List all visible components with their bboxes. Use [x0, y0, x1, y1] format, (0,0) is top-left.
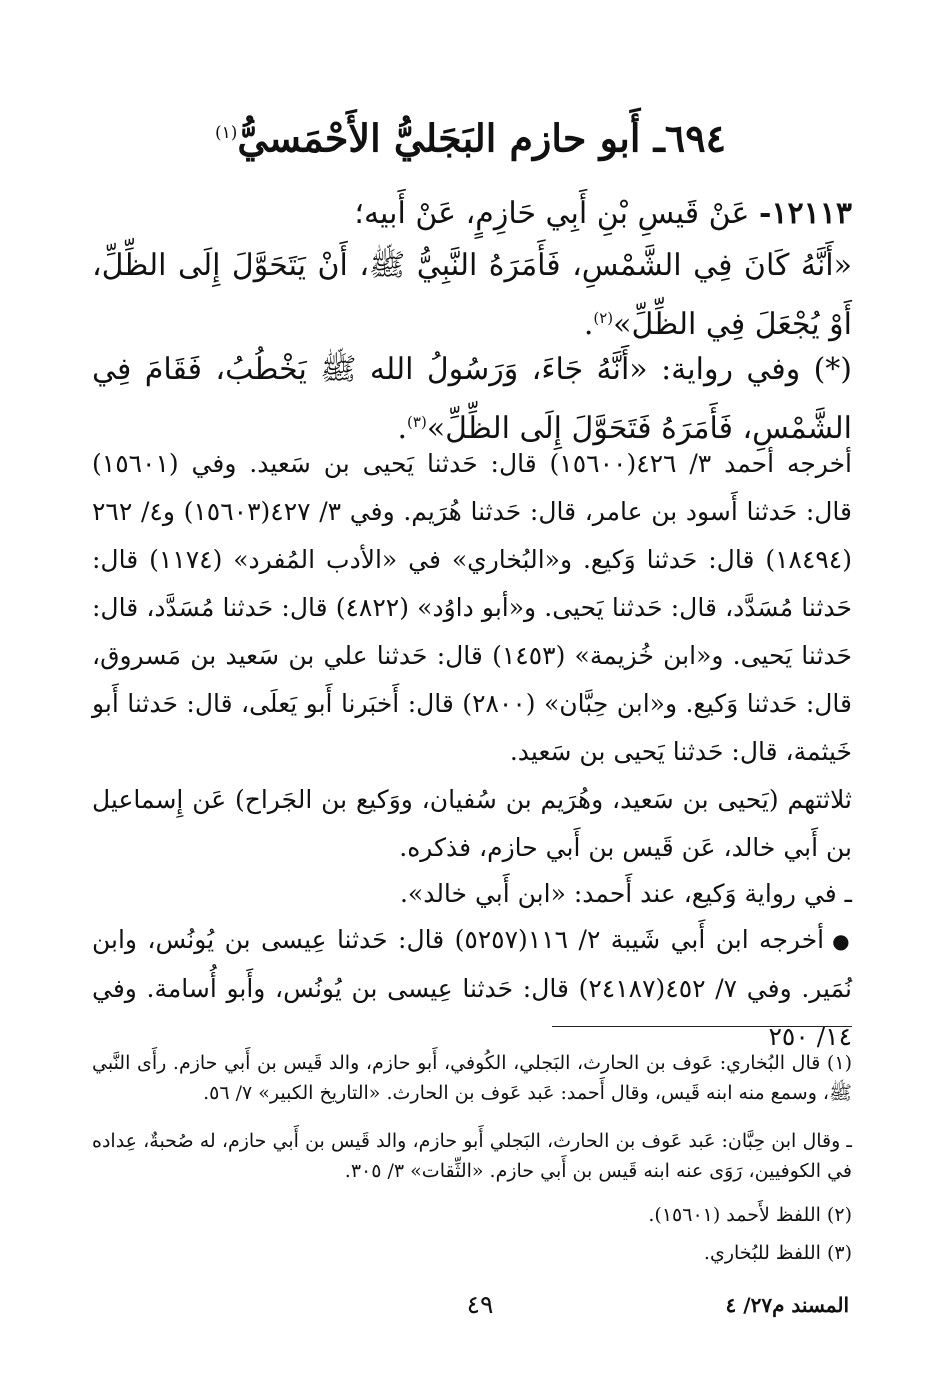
hadith-riwaya: (*) وفي رواية: «أَنَّهُ جَاءَ، وَرَسُولُ الله ﷺ يَخْطُبُ، فَقَامَ فِي الشَّمْسِ، فَأَمَرَهُ فَتَحَوَّلَ إِلَى الظِّلِّ»$^{(٣)}$.	[92, 352, 852, 446]
takhrij-paragraph-1: أخرجه أحمد ٣/ ٤٢٦(١٥٦٠٠) قال: حَدثنا يَحيى بن سَعيد. وفي (١٥٦٠١) قال: حَدثنا أَسود بن عامر، قال: حَدثنا هُرَيم. وفي ٣/ ٤٢٧(١٥٦٠٣) و٤/ ٢٦٢ (١٨٤٩٤) قال: حَدثنا وَكيع. و«البُخاري» في «الأدب المُفرد» (١١٧٤) قال: حَدثنا مُسَدَّد، قال: حَدثنا يَحيى. و«أبو داوُد» (٤٨٢٢) قال: حَدثنا مُسَدَّد، قال: حَدثنا يَحيى. و«ابن خُزيمة» (١٤٥٣) قال: حَدثنا علي بن سَعيد بن مَسروق، قال: حَدثنا وَكيع. و«ابن حِبَّان» (٢٨٠٠) قال: أَخبَرنا أَبو يَعلَى، قال: حَدثنا أَبو خَيثمة، قال: حَدثنا يَحيى بن سَعيد.	[92, 449, 853, 766]
hadith-matn: «أَنَّهُ كَانَ فِي الشَّمْسِ، فَأَمَرَهُ النَّبِيُّ ﷺ، أَنْ يَتَحَوَّلَ إِلَى الظِّلِّ، أَوْ يُجْعَلَ فِي الظِّلِّ»	[92, 248, 852, 342]
volume-marker: المسند م٢٧/ ٤	[725, 1293, 849, 1317]
page-number: ٤٩	[466, 1290, 494, 1319]
hadith-isnad: عَنْ قَيسِ بْنِ أَبِي حَازِمٍ، عَنْ أَبيه؛	[354, 196, 750, 231]
chapter-heading	[0, 108, 941, 164]
footnote-1: (١) قال البُخاري: عَوف بن الحارث، البَجلي، الكُوفي، أَبو حازم، والد قَيس بن أَبي حازم. رأَى النَّبي ﷺ، وسمع منه ابنه قَيس، وقال أَحمد: عَبد عَوف بن الحارث. «التاريخ الكبير» ٧/ ٥٦.	[92, 1052, 852, 1104]
hadith-text	[92, 188, 852, 351]
heading-footnote-ref: (١)	[214, 123, 238, 143]
matn-footnote-ref: (٢)	[593, 309, 614, 327]
footnote-separator	[552, 1026, 852, 1027]
footnote-3: (٣) اللفظ للبُخاري.	[703, 1242, 852, 1264]
takhrij-paragraph-3: ـ في رواية وَكيع، عند أَحمد: «ابن أَبي خالد».	[399, 879, 852, 908]
bullet-marker: ●	[832, 929, 853, 953]
riwaya-footnote-ref: (٣)	[407, 413, 427, 431]
footnote-2: (٢) اللفظ لأَحمد (١٥٦٠١).	[648, 1204, 852, 1226]
hadith-number: ١٢١١٣-	[758, 196, 852, 231]
takhrij-paragraph-2: ثلاثتهم (يَحيى بن سَعيد، وهُرَيم بن سُفيان، ووَكيع بن الجَراح) عَن إِسماعيل بن أَبي خالد، عَن قَيس بن أَبي حازم، فذكره.	[92, 785, 852, 862]
takhrij-paragraph-4-text: أخرجه ابن أَبي شَيبة ٢/ ١١٦(٥٢٥٧) قال: حَدثنا عِيسى بن يُونُس، وابن نُمَير. وفي ٧/ ٤٥٢(٢٤١٨٧) قال: حَدثنا عِيسى بن يُونُس، وأَبو أُسامة. وفي ١٤/ ٢٥٠	[92, 925, 853, 1051]
takhrij-paragraph-4	[92, 916, 852, 1061]
hadith-isnad-line	[92, 188, 852, 240]
riwaya-text: (*) وفي رواية: «أَنَّهُ جَاءَ، وَرَسُولُ الله ﷺ يَخْطُبُ، فَقَامَ فِي الشَّمْسِ، فَأَمَرَهُ فَتَحَوَّلَ إِلَى الظِّلِّ»	[92, 352, 852, 446]
footnote-1-continuation: ـ وقال ابن حِبَّان: عَبد عَوف بن الحارث، البَجلي أَبو حازم، والد قَيس بن أَبي حازم، له صُحبةٌ، عِداده في الكوفيين، رَوَى عنه ابنه قَيس بن أَبي حازم. «الثِّقات» ٣/ ٣٠٥.	[92, 1130, 852, 1182]
hadith-matn-line: «أَنَّهُ كَانَ فِي الشَّمْسِ، فَأَمَرَهُ النَّبِيُّ ﷺ، أَنْ يَتَحَوَّلَ إِلَى الظِّلِّ، أَوْ يُجْعَلَ فِي الظِّلِّ»$^{(٢)}$.	[92, 248, 852, 342]
chapter-heading-text: ٦٩٤ـ أَبو حازم البَجَليُّ الأَحْمَسيُّ	[237, 115, 727, 161]
